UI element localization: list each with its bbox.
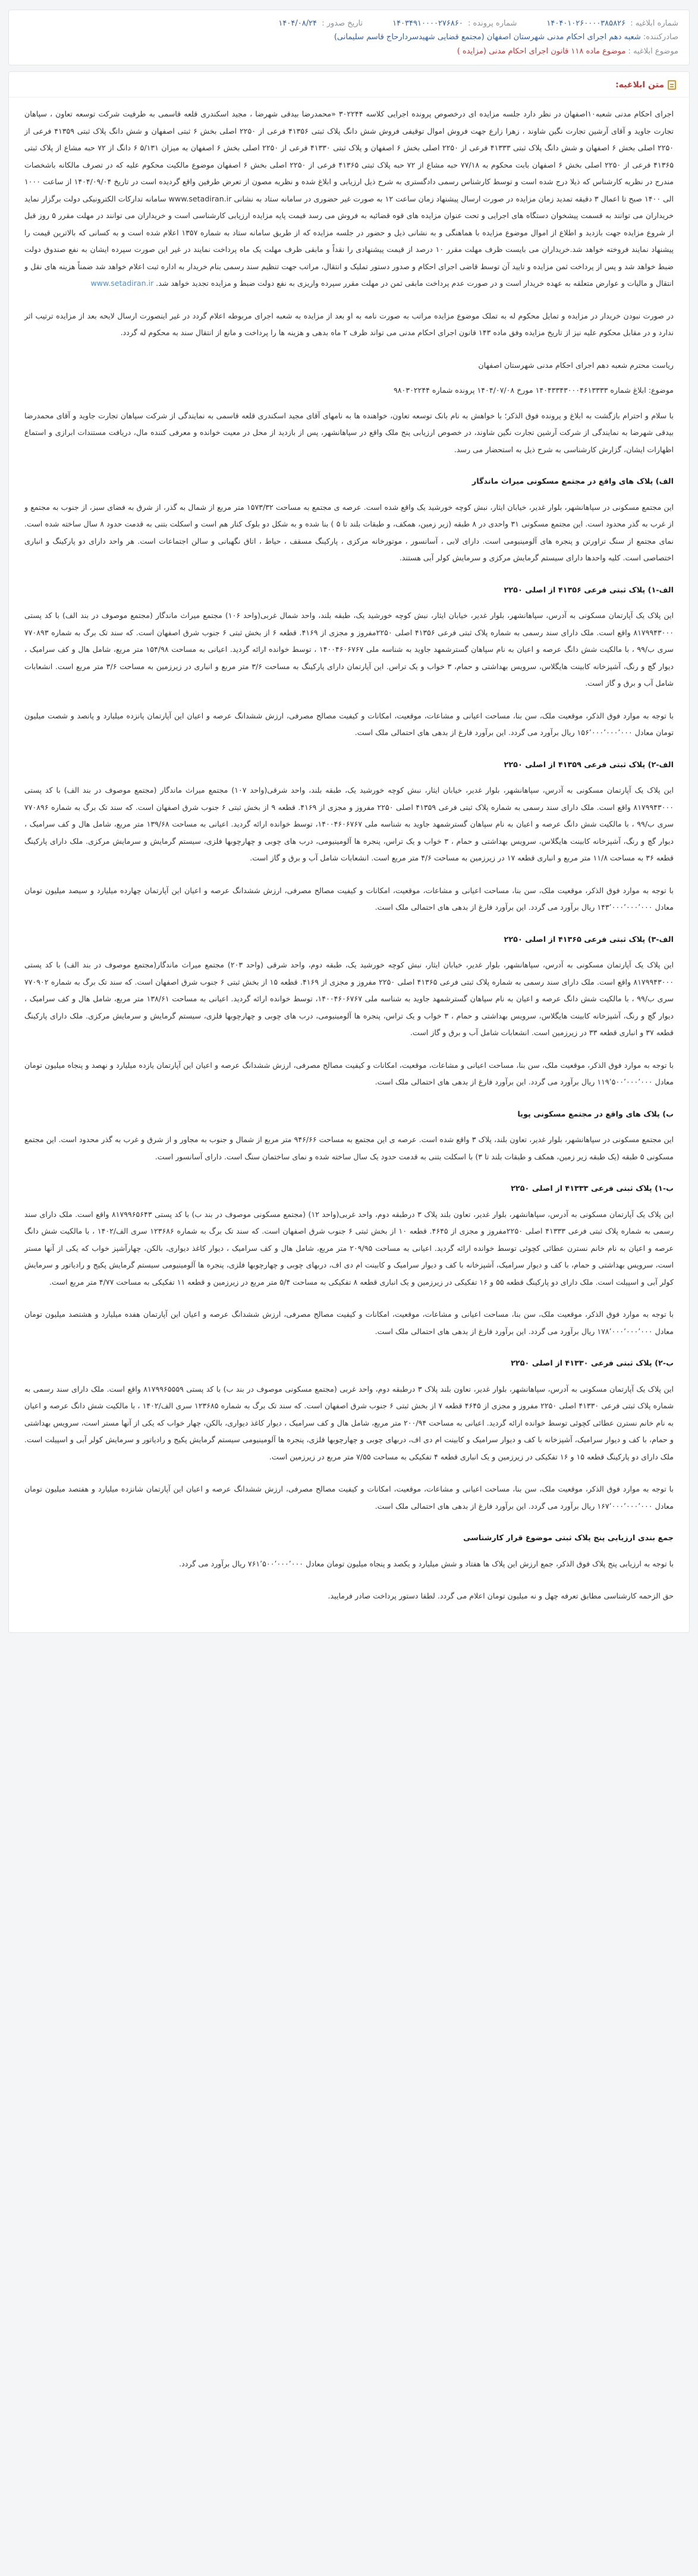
paragraph: این پلاک یک آپارتمان مسکونی به آدرس، سپاهانشهر، بلوار غدیر، خیابان ایثار، نبش کوچه خورشید یک، طبقه بلند، واحد شرقی(واحد ۱۰۷) مجتمع میراث ماندگار (مجتمع موصوف در بند الف) با کد پستی ۸۱۷۹۹۴۳۰۰۰ واقع است. ملک دارای سند رسمی به شماره پلاک ثبتی فرعی ۴۱۳۵۹ اصلی ۲۲۵۰ مفروز و مجزی از ۴۱۶۹. قطعه ۹ از بخش ثبتی ۶ جنوب شرق اصفهان است. که سند تک برگ به شماره ۷۷۰۸۹۶ سری ب/۹۹ ، با مالکیت شش دانگ عرصه و اعیان به نام سپاهان گسترشمهد جاوید به شناسه ملی ۱۴۰۰۴۶۰۶۷۶۷، توسط خوانده ارائه گردید. اعیانی به مساحت ۱۳۹/۶۸ متر مربع، شامل هال و کف سرامیک ، دیوار گچ و رنگ، آشپزخانه کابینت هایگلاس، سرویس بهداشتی و حمام ، ۳ خواب و یک تراس، پنجره ها آلومینیومی، درب های چوبی و چهارچوبها فلزی، سیستم گرمایش و سرمایش مرکزی. ملک دارای پارکینگ قطعه ۳۶ به مساحت ۱۱/۸ متر مربع و انباری قطعه ۱۷ در زیرزمین به مساحت ۴/۶ متر مربع است. انشعابات شامل آب و برق و گاز است. (24, 786, 674, 862)
paragraph: ریاست محترم شعبه دهم اجرای احکام مدنی شهرستان اصفهان (478, 360, 674, 370)
notice-number (546, 17, 678, 30)
issue-date (278, 17, 363, 30)
paragraph: این پلاک یک آپارتمان مسکونی به آدرس، سپاهانشهر، بلوار غدیر، خیابان ایثار، نبش کوچه خورشید یک، طبقه بلند، واحد شمال غربی(واحد ۱۰۶) مجتمع میراث ماندگار (مجتمع موصوف در بند الف) با کد پستی ۸۱۷۹۹۴۳۰۰۰ واقع است. ملک دارای سند رسمی به شماره پلاک ثبتی فرعی ۴۱۳۵۶ اصلی ۲۲۵۰مفروز و مجزی از ۴۱۶۹. قطعه ۶ از بخش ثبتی ۶ جنوب شرق اصفهان است. که سند تک برگ به شماره ۷۷۰۸۹۳ سری ب/۹۹ ، با مالکیت شش دانگ عرصه و اعیان به نام سپاهان گسترشمهد جاوید به شناسه ملی ۱۴۰۰۴۶۰۶۷۶۷ ، توسط خوانده ارائه گردید. اعیانی به مساحت ۱۵۴/۹۸ متر مربع، شامل هال و کف سرامیک ، دیوار گچ و رنگ، آشپزخانه کابینت هایگلاس، سرویس بهداشتی و حمام، ۳ خواب و یک تراس. این آپارتمان دارای پارکینگ به مساحت ۳/۶ متر مربع و انباری در زیرزمین به مساحت ۳/۶ متر مربع است. انشعابات شامل آب و برق و گاز است. (24, 611, 674, 688)
paragraph: این پلاک یک آپارتمان مسکونی به آدرس، سپاهانشهر، بلوار غدیر، تعاون بلند پلاک ۳ درطبقه دوم، واحد غربی (مجتمع مسکونی موصوف در بند ب) با کد پستی ۸۱۷۹۹۶۵۵۵۹ واقع است. ملک دارای سند رسمی به شماره پلاک ثبتی فرعی ۴۱۳۳۰ اصلی ۲۲۵۰ مفروز و مجزی از ۴۶۴۵ قطعه ۷ از بخش ثبتی ۶ جنوب شرق اصفهان است. که سند تک برگ به شماره ۱۲۳۶۸۵ سری الف/۱۴۰۲ ، با مالکیت شش دانگ عرصه و اعیان به نام خانم نسترن عطائی کچوئی توسط خوانده ارائه گردید. اعیانی به مساحت ۲۰۰/۹۴ متر مربع، شامل هال و کف سرامیک ، دیوار کاغذ دیواری، بالکن، چهار خواب که یکی از آنها مستر است، سرویس بهداشتی و حمام، با کف و دیوار سرامیک، آشپزخانه با کف و دیوار سرامیک و کابینت ام دی اف، دربهای چوبی و چهارچوبها فلزی، پنجره ها آلومینیومی سیستم گرمایش پکیج و رادیاتور و سرمایش کولر آبی و اسپیلت است. ملک دارای دو پارکینگ قطعه ۱۵ و ۱۶ تفکیکی در زیرزمین و یک انباری قطعه ۴ تفکیکی به مساحت ۷/۵۵ متر مربع در زیرزمین است. (24, 1384, 674, 1461)
meta-row (20, 17, 678, 30)
notice-body (9, 97, 689, 1605)
issue-date-value: ۱۴۰۴/۰۸/۲۴ (278, 19, 317, 28)
case-number (392, 17, 517, 30)
case-number-label: شماره پرونده : (467, 19, 517, 28)
paragraph: این پلاک یک آپارتمان مسکونی به آدرس، سپاهانشهر، بلوار غدیر، تعاون بلند پلاک ۳ درطبقه دوم، واحد غربی(واحد ۱۲) (مجتمع مسکونی موصوف در بند ب) با کد پستی ۸۱۷۹۹۶۵۶۴۳ واقع است. ملک دارای سند رسمی به شماره پلاک ثبتی فرعی ۴۱۳۳۳ اصلی ۲۲۵۰مفروز و مجزی از ۴۶۴۵. قطعه ۱۰ از بخش ثبتی ۶ جنوب شرق اصفهان است. که سند تک برگ به شماره ۱۲۳۶۸۶ سری الف/۱۴۰۲ ، با مالکیت شش دانگ عرصه و اعیان به نام خانم نسترن عطائی کچوئی توسط خوانده ارائه گردید. اعیانی به مساحت ۲۰۹/۹۵ متر مربع، شامل هال و کف سرامیک ، دیوار کاغذ دیواری، بالکن، چهارآشپز خواب که یکی از آنها مستر است، سرویس بهداشتی و حمام، با کف و دیوار سرامیک، آشپزخانه با کف و دیوار سرامیک و کابینت ام دی اف، دربهای چوبی و چهارچوبها فلزی، پنجره ها آلومینیومی سیستم گرمایش پکیج و رادیاتور و سرمایش کولر آبی و اسپیلت است. ملک دارای دو پارکینگ قطعه ۵۵ و ۱۶ تفکیکی در زیرزمین و یک انباری قطعه ۸ تفکیکی به مساحت ۵/۴ متر مربع در زیرزمین و قطعه ۱۱ تفکیکی به مساحت ۴/۷۷ متر مربع است. (24, 1209, 674, 1287)
paragraph: با سلام و احترام بازگشت به ابلاغ و پرونده فوق الذکر؛ با خواهش به نام بانک توسعه تعاون، خواهنده ها به نامهای آقای مجید اسکندری قلعه قاسمی به نمایندگی از شرکت سپاهان تجارت جاوید و آقای محمدرضا بیدقی شهرضا به نمایندگی از شرکت آرشین تجارت نگین شاوند، در خصوص ارزیابی پنج ملک واقع در سپاهانشهر، پس از بازدید از محل در معیت خوانده و معرفی کننده مال، دریافت مستندات ابرازی و استماع اظهارات ایشان، گزارش کارشناسی به شرح ذیل به استحضار می رسد. (24, 411, 674, 454)
notice-number-label: شماره ابلاغیه : (630, 19, 678, 28)
notice-title-bar (9, 72, 689, 97)
subject-line (20, 45, 678, 59)
paragraph: با توجه به ارزیابی پنج پلاک فوق الذکر، جمع ارزش این پلاک ها هفتاد و شش میلیارد و یکصد و پنجاه میلیون تومان معادل ۷۶۱٬۵۰۰٬۰۰۰٬۰۰۰ ریال برآورد می گردد. (179, 1559, 674, 1568)
paragraph-intro: اجرای احکام مدنی شعبه۱۰اصفهان در نظر دارد جلسه مزایده ای درخصوص پرونده اجرایی کلاسه ۳۰۲۲۴۴ «محمدرضا بیدقی شهرضا ، مجید اسکندری قلعه قاسمی به طرفیت شرکت توسعه تعاون ، سپاهان تجارت جاوید و آقای آرشین تجارت نگین شاوند ، زهرا زارع جهت فروش اموال توقیفی فروش شش دانگ پلاک ثبتی ۴۱۳۵۶ فرعی از ۲۲۵۰ اصلی بخش ۶ ثبتی اصفهان و شش دانگ پلاک ثبتی ۴۱۳۵۹ فرعی از ۲۲۵۰ اصلی بخش ۶ اصفهان و شش دانگ پلاک ثبتی ۴۱۳۳۳ فرعی از ۲۲۵۰ اصلی بخش ۶ اصفهان و پلاک ثبتی ۴۱۳۳۰ فرعی از ۲۲۵۰ اصلی بخش ۶ اصفهان به میزان ۵/۱۳۱ ۶ دانگ از ۷۲ حبه مشاع از پلاک ثبتی ۴۱۳۶۵ فرعی از ۲۲۵۰ اصلی بخش ۶ اصفهان بابت محکوم به ۷۷/۱۸ حبه مشاع از ۷۲ حبه پلاک ثبتی ۴۱۳۶۵ فرعی از ۲۲۵۰ اصلی بخش ۶ اصفهان موضوع مالکیت محکوم علیه که در تصرف مالکانه باشخصات مندرج در نظریه کارشناس که ذیلا درج شده است و توسط کارشناس رسمی دادگستری به شرح ذیل ارزیابی و ابلاغ شده و نظریه مصون از تعرض طرفین واقع گردیده است در تاریخ ۱۴۰۴/۰۹/۰۴ از ساعت ۱۰۰۰ الی ۱۴۰۰ صبح تا اعمال ۳ دقیقه تمدید زمان مزایده در صورت ارسال پیشنهاد زمان ساعت ۱۲ به صورت غیر حضوری در سامانه ستاد به نشانی www.setadiran.ir سامانه تدارکات الکترونیکی دولت برگزار نماید خریداران می توانند به قسمت پیشخوان دستگاه های اجرایی و تحت عنوان مزایده های قوه قضائیه به فروش می رسد قیمت پایه مزایده ارزیابی کارشناسی است و خریداران می توانند در مهلت مقرر ۵ روز قبل از شروع مزایده جهت بازدید و اطلاع از اموال موضوع مزایده با هماهنگی و به نشانی ذیل و حضور در جلسه مزایده که از طریق سامانه ستاد به شماره ۱۳۵۷ اعلام شده است و به کسانی که بالاترین قیمت را پیشنهاد نمایند فروخته خواهد شد.خریداران می بایست ظرف مهلت مقرر ۱۰ درصد از قیمت پیشنهادی را نقداً و مابقی ظرف مهلت یک ماه پرداخت نمایند در غیر این صورت سپرده ایشان به نفع صندوق دولت ضبط خواهد شد و پس از پرداخت ثمن مزایده و تایید آن توسط قاضی اجرای احکام و صدور دستور تملیک و انتقال، مراتب جهت تنظیم سند رسمی بنام خریدار به اداره ثبت اعلام خواهد شد ضمناً هزینه های نقل و انتقال و مالیات و عوارض متعلقه به عهده خریدار است و در صورت عدم پرداخت مابقی ثمن در مهلت مقرر سپرده واریزی به نفع دولت ضبط و مزایده تجدید خواهد شد. www.setadiran.ir (24, 109, 674, 288)
watermark-link[interactable]: www.setadiran.ir (90, 279, 154, 288)
notice-number-value: ۱۴۰۴۰۱۰۲۶۰۰۰۰۳۸۵۸۲۶ (546, 19, 626, 28)
paragraph: با توجه به موارد فوق الذکر، موقعیت ملک، سن بنا، مساحت اعیانی و مشاعات، موقعیت، امکانات و کیفیت مصالح مصرفی، ارزش ششدانگ عرصه و اعیان این آپارتمان شانزده میلیارد و هفتصد میلیون تومان معادل ۱۶۷٬۰۰۰٬۰۰۰٬۰۰۰ ریال برآورد می گردد. این برآورد فارغ از بدهی های احتمالی ملک است. (24, 1484, 674, 1511)
paragraph: در صورت نبودن خریدار در مزایده و تمایل محکوم له به تملک موضوع مزایده مراتب به صورت نامه به او بعد از مزایده به شعبه اجرای مربوطه اعلام گردد در غیر اینصورت ارسال لایحه بعد از مزایده ترتیب اثر ندارد و در مقابل محکوم علیه نیز از تاریخ مزایده وفق ماده ۱۴۳ قانون اجرای احکام مدنی می تواند ظرف ۲ ماه بدهی و هزینه ها را پرداخت و مانع از انتقال سند به محکوم له گردد. (24, 311, 674, 337)
paragraph: موضوع: ابلاغ شماره ۱۴۰۴۳۳۴۳۰۰۰۴۶۱۳۳۳۳ مورخ ۱۴۰۴/۰۷/۰۸ پرونده شماره ۹۸۰۳۰۲۲۴۴ (394, 386, 674, 395)
case-number-value: ۱۴۰۳۴۹۱۰۰۰۰۲۷۶۸۶۰ (392, 19, 463, 28)
section-heading: ب) پلاک های واقع در مجتمع مسکونی پویا (517, 1109, 674, 1119)
section-heading: جمع بندی ارزیابی پنج پلاک ثبتی موضوع قرار کارشناسی (463, 1534, 674, 1543)
issuer-value: شعبه دهم اجرای احکام مدنی شهرستان اصفهان (مجتمع قضایی شهیدسردارحاج قاسم سلیمانی) (334, 33, 641, 42)
subject-value: موضوع ماده ۱۱۸ قانون اجرای احکام مدنی (مزایده ) (457, 47, 626, 56)
issuer-label: صادرکننده: (643, 33, 678, 42)
paragraph: این پلاک یک آپارتمان مسکونی به آدرس، سپاهانشهر، بلوار غدیر، خیابان ایثار، نبش کوچه خورشید یک، طبقه دوم، واحد شرقی (واحد ۲۰۳) مجتمع میراث ماندگار(مجتمع موصوف در بند الف) با کد پستی ۸۱۷۹۹۴۳۰۰۰ واقع است. ملک دارای سند رسمی به شماره پلاک ثبتی فرعی ۴۱۳۶۵ اصلی ۲۲۵۰ مفروز و مجزی از ۴۱۶۹. قطعه ۱۵ از بخش ثبتی ۶ جنوب شرق اصفهان است. که سند تک برگ به شماره ۷۷۰۹۰۲ سری ب/۹۹ ، با مالکیت شش دانگ عرصه و اعیان به نام سپاهان گسترشمهد جاوید به شناسه ملی ۱۴۰۰۴۶۰۶۷۶۷، توسط خوانده ارائه گردید. اعیانی به مساحت ۱۳۸/۶۱ متر مربع، شامل هال و کف سرامیک ، دیوار گچ و رنگ، آشپزخانه کابینت هایگلاس، سرویس بهداشتی و حمام ، ۳ خواب و یک تراس، پنجره ها آلومینیومی، درب های چوبی و چهارچوبها فلزی، سیستم گرمایش و سرمایش مرکزی. ملک دارای پارکینگ قطعه ۳۷ و انباری قطعه ۳۳ در زیرزمین است. انشعابات شامل آب و برق و گاز است. (24, 960, 674, 1037)
issue-date-label: تاریخ صدور : (322, 19, 363, 28)
notice-header (8, 10, 690, 65)
document-icon (668, 80, 676, 90)
paragraph: این مجتمع مسکونی در سپاهانشهر، بلوار غدیر، خیابان ایثار، نبش کوچه خورشید یک واقع شده است. عرصه ی مجتمع به مساحت ۱۵۷۳/۳۲ متر مربع از شمال به گذر، از شرق به فضای سبز، از جنوب به مجتمع و از غرب به گذر محدود است. این مجتمع مسکونی ۳۱ واحدی در ۸ طبقه (زیر زمین، همکف، و طبقات بلند تا ۵ ) بنا شده و به شکل دو بلوک کنار هم است و اسکلت بتنی به قدمت حدود ۸ سال ساخته شده است. نمای مجتمع از سنگ تراورتن و پنجره های آلومینیومی است. دارای لابی ، آسانسور ، موتورخانه مرکزی ، پارکینگ مسقف ، حیاط ، اتاق نگهبانی و سالن اجتماعات است. هر واحد دارای دو پارکینگ و انباری اختصاصی است. کلیه واحدها دارای سیستم گرمایش مرکزی و سرمایش کولر آبی هستند. (24, 502, 674, 562)
section-heading: الف-۳) پلاک ثبتی فرعی ۴۱۳۶۵ از اصلی ۲۲۵۰ (504, 935, 674, 944)
paragraph: این مجتمع مسکونی در سپاهانشهر، بلوار غدیر، تعاون بلند، پلاک ۳ واقع شده است. عرصه ی این مجتمع به مساحت ۹۴۶/۶۶ متر مربع از شمال و جنوب به مجاور و از شرق و غرب به گذر محدود است. این مجتمع مسکونی ۵ طبقه (یک طبقه زیر زمین، همکف و طبقات بلند تا ۳) با اسکلت بتنی به قدمت حدود یک سال ساخته شده و نمای ساختمان سنگ است. دارای آسانسور است. (24, 1135, 674, 1161)
section-heading: الف) پلاک های واقع در مجتمع مسکونی میراث ماندگار (471, 477, 674, 486)
notice-title: متن ابلاغیه: (615, 80, 664, 90)
paragraph: با توجه به موارد فوق الذکر، موقعیت ملک، سن بنا، مساحت اعیانی و مشاعات، موقعیت، امکانات و کیفیت مصالح مصرفی، ارزش ششدانگ عرصه و اعیان این آپارتمان هفده میلیارد و هشتصد میلیون تومان معادل ۱۷۸٬۰۰۰٬۰۰۰٬۰۰۰ ریال برآورد می گردد. این برآورد فارغ از بدهی های احتمالی ملک است. (24, 1310, 674, 1336)
paragraph: با توجه به موارد فوق الذکر، موقعیت ملک، سن بنا، مساحت اعیانی و مشاعات، موقعیت، امکانات و کیفیت مصالح مصرفی، ارزش ششدانگ عرصه و اعیان این آپارتمان یازده میلیارد و نهصد و پنجاه میلیون تومان معادل ۱۱۹٬۵۰۰٬۰۰۰٬۰۰۰ ریال برآورد می گردد. این برآورد فارغ از بدهی های احتمالی ملک است. (24, 1060, 674, 1086)
subject-label: موضوع ابلاغیه : (628, 47, 678, 56)
section-heading: ب-۱) پلاک ثبتی فرعی ۴۱۳۳۳ از اصلی ۲۲۵۰ (511, 1184, 674, 1193)
issuer-line (20, 30, 678, 45)
notice-card (8, 71, 690, 1633)
section-heading: الف-۱) پلاک ثبتی فرعی ۴۱۳۵۶ از اصلی ۲۲۵۰ (504, 585, 674, 595)
paragraph: با توجه به موارد فوق الذکر، موقعیت ملک، سن بنا، مساحت اعیانی و مشاعات، موقعیت، امکانات و کیفیت مصالح مصرفی، ارزش ششدانگ عرصه و اعیان این آپارتمان پانزده میلیارد و پانصد و شصت میلیون تومان معادل ۱۵۶٬۰۰۰٬۰۰۰٬۰۰۰ ریال برآورد می گردد. این برآورد فارغ از بدهی های احتمالی ملک است. (24, 711, 674, 737)
paragraph: با توجه به موارد فوق الذکر، موقعیت ملک، سن بنا، مساحت اعیانی و مشاعات، موقعیت، امکانات و کیفیت مصالح مصرفی، ارزش ششدانگ عرصه و اعیان این آپارتمان چهارده میلیارد و سیصد میلیون تومان معادل ۱۴۳٬۰۰۰٬۰۰۰٬۰۰۰ ریال برآورد می گردد. این برآورد فارغ از بدهی های احتمالی ملک است. (24, 885, 674, 912)
section-heading: الف-۲) پلاک ثبتی فرعی ۴۱۳۵۹ از اصلی ۲۲۵۰ (504, 760, 674, 770)
section-heading: ب-۲) پلاک ثبتی فرعی ۴۱۳۳۰ از اصلی ۲۲۵۰ (511, 1359, 674, 1368)
paragraph: حق الزحمه کارشناسی مطابق تعرفه چهل و نه میلیون تومان اعلام می گردد. لطفا دستور پرداخت صادر فرمایید. (328, 1591, 674, 1600)
